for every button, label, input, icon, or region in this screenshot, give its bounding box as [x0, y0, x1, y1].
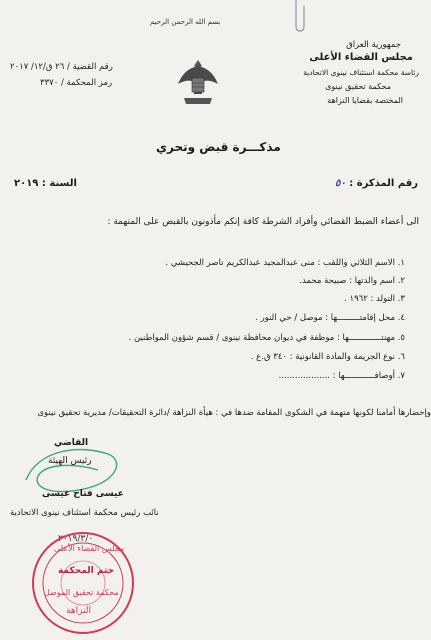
list-item: ٧. أوصافــــــــــــها : ................... [278, 371, 405, 381]
case-number: رقم القضية / ٢٦ ق/١٢/ ٢٠١٧ [10, 62, 113, 72]
stamp-bottom-text: النزاهة [66, 606, 91, 616]
memo-number-label: رقم المذكرة : [349, 178, 418, 189]
court-code: رمز المحكمة / ٣٣٧٠ [40, 78, 113, 88]
header-court: محكمة تحقيق نينوى [325, 82, 391, 91]
signature-name: عيسى فتاح عيسى [42, 489, 124, 499]
handwritten-date: ٢٠١٩/٣/٠ [58, 534, 94, 544]
list-item: ٦. نوع الجريمة والمادة القانونية : ٣٤٠ ق.ع . [250, 352, 405, 362]
signature-scribble-icon [18, 440, 128, 510]
list-item: ٤. محل إقامتـــــــــها : موصل / حي النور . [255, 313, 405, 323]
header-country: جمهورية العراق [346, 40, 401, 50]
signature-position: رئيس الهيئة [48, 456, 92, 466]
intro-text: الى أعضاء الضبط القضائي وأفراد الشرطة كافة إنكم مأذونون بالقبض على المتهمة : [107, 217, 419, 227]
header-presidency: رئاسة محكمة استئناف نينوى الاتحادية [303, 68, 419, 77]
year: السنة : ٢٠١٩ [14, 178, 77, 189]
memo-number-value: ٥٠ [335, 178, 346, 189]
header-specialty: المختصة بقضايا النزاهة [327, 96, 403, 105]
signature-role: القاضي [54, 438, 89, 448]
list-item: ٣. التولد : ١٩٦٢ . [344, 294, 405, 304]
closing-text: وإحضارها أمامنا لكونها متهمة في الشكوى المقامة ضدها في : هيأة النزاهة /دائرة التحقيقات/ مديرية تحقيق نينوى [37, 408, 431, 418]
signature-title: نائب رئيس محكمة استئناف نينوى الاتحادية [10, 508, 159, 518]
stamp-caption: ختم المحكمة [58, 566, 115, 576]
stamp-middle-text: محكمة تحقيق الموصل [44, 588, 119, 597]
basmala: بسم الله الرحمن الرحيم [150, 18, 221, 26]
document-title: مذكـــرة قبض وتحري [156, 140, 281, 154]
list-item: ٢. اسم والدتها : صبيحة محمد. [299, 276, 405, 286]
header-council: مجلس القضاء الأعلى [309, 52, 413, 63]
stamp-top-text: مجلس القضاء الأعلى [54, 544, 125, 553]
paper-clip-icon [292, 0, 306, 34]
list-item: ٥. مهنتـــــــــــــها : موظفة في ديوان محافظة نينوى / قسم شؤون المواطنين . [128, 333, 405, 343]
list-item: ١. الاسم الثلاثي واللقب : منى عبدالمجيد عبدالكريم ناصر الجحيشي . [165, 258, 405, 268]
iraq-eagle-emblem-icon [176, 54, 220, 110]
memo-number [335, 178, 418, 189]
